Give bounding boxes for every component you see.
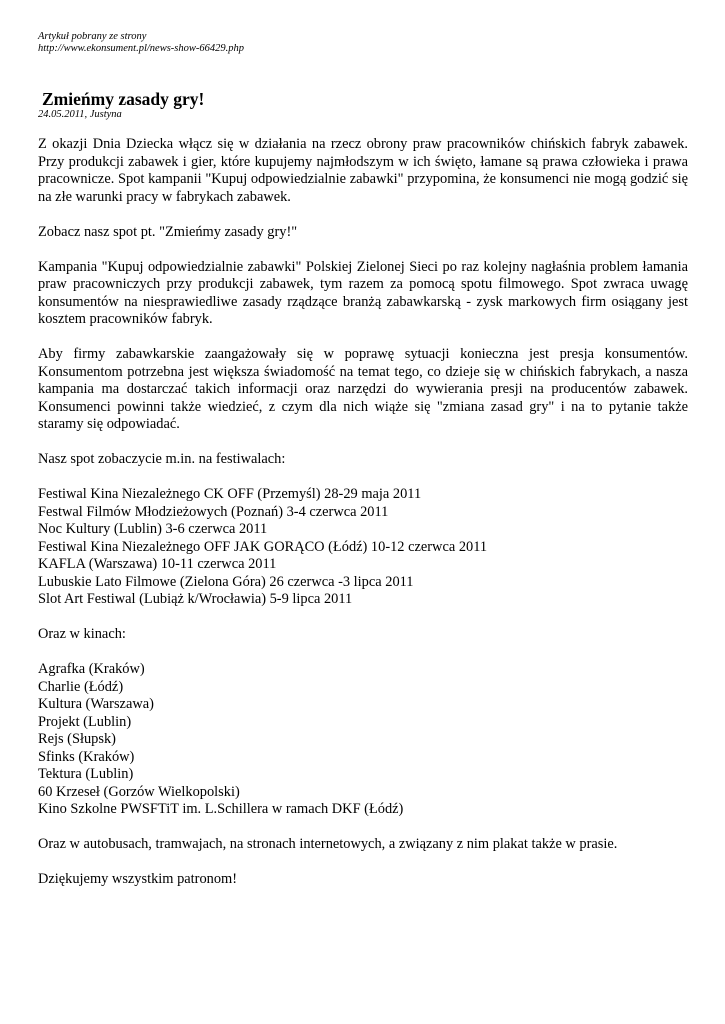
source-header — [38, 31, 688, 55]
festivals-intro: Nasz spot zobaczycie m.in. na festiwalach: — [38, 451, 286, 467]
cinema-item: Agrafka (Kraków) — [38, 661, 145, 677]
paragraph-intro: Z okazji Dnia Dziecka włącz się w działania na rzecz obrony praw pracowników chińskich fabryk zabawek. Przy produkcji zabawek i gier, które kupujemy najmłodszym w ich święto, łamane są prawa człowieka i prawa pracownicze. Spot kampanii "Kupuj odpowiedzialnie zabawki" przypomina, że konsumenci nie mogą godzić się na złe warunki pracy w fabrykach zabawek. — [38, 136, 688, 205]
article-body — [38, 136, 688, 889]
cinema-item: Rejs (Słupsk) — [38, 731, 116, 747]
cinema-item: Tektura (Lublin) — [38, 766, 134, 782]
cinema-list — [38, 661, 688, 819]
festival-item: Festiwal Kina Niezależnego CK OFF (Przemyśl) 28-29 maja 2011 — [38, 486, 422, 502]
paragraph-campaign: Kampania "Kupuj odpowiedzialnie zabawki" Polskiej Zielonej Sieci po raz kolejny nagłaśnia problem łamania praw pracowniczych przy produkcji zabawek, tym razem za pomocą spotu filmowego. Spot zwraca uwagę konsumentów na niesprawiedliwe zasady rządzące branżą zabawkarską - zysk markowych firm osiągany jest kosztem pracowników fabryk. — [38, 258, 688, 327]
cinema-item: Charlie (Łódź) — [38, 678, 124, 695]
festival-item: KAFLA (Warszawa) 10-11 czerwca 2011 — [38, 556, 277, 572]
cinema-item: 60 Krzeseł (Gorzów Wielkopolski) — [38, 783, 240, 800]
cinema-item: Projekt (Lublin) — [38, 713, 132, 730]
cinemas-intro: Oraz w kinach: — [38, 626, 126, 642]
festival-item: Festiwal Kina Niezależnego OFF JAK GORĄCO (Łódź) 10-12 czerwca 2011 — [38, 538, 488, 555]
festival-item: Lubuskie Lato Filmowe (Zielona Góra) 26 czerwca -3 lipca 2011 — [38, 573, 414, 590]
document-page — [38, 31, 688, 889]
paragraph-other-media: Oraz w autobusach, tramwajach, na stronach internetowych, a związany z nim plakat także w prasie. — [38, 836, 618, 852]
paragraph-thanks: Dziękujemy wszystkim patronom! — [38, 871, 238, 887]
cinema-item: Sfinks (Kraków) — [38, 748, 135, 765]
festival-list — [38, 486, 688, 609]
cinema-item: Kino Szkolne PWSFTiT im. L.Schillera w ramach DKF (Łódź) — [38, 801, 404, 817]
festival-item: Slot Art Festiwal (Lubiąż k/Wrocławia) 5-9 lipca 2011 — [38, 591, 353, 607]
festival-item: Festwal Filmów Młodzieżowych (Poznań) 3-4 czerwca 2011 — [38, 503, 389, 520]
paragraph-spot-link: Zobacz nasz spot pt. "Zmieńmy zasady gry!" — [38, 223, 298, 240]
paragraph-pressure: Aby firmy zabawkarskie zaangażowały się w poprawę sytuacji konieczna jest presja konsumentów. Konsumentom potrzebna jest większa świadomość na temat tego, co dzieje się w chińskich fabrykach, a nasza kampania ma dostarczać takich informacji oraz narzędzi do wywierania presji na producentów zabawek. Konsumenci powinni także wiedzieć, z czym dla nich wiąże się "zmiana zasad gry" i na to pytanie także staramy się odpowiadać. — [38, 346, 688, 432]
cinema-item: Kultura (Warszawa) — [38, 696, 154, 712]
article-dateline: 24.05.2011, Justyna — [38, 109, 122, 120]
festival-item: Noc Kultury (Lublin) 3-6 czerwca 2011 — [38, 521, 268, 537]
source-url: http://www.ekonsument.pl/news-show-66429.php — [38, 43, 245, 54]
source-label: Artykuł pobrany ze strony — [38, 31, 147, 42]
article-title: Zmieńmy zasady gry! — [42, 89, 205, 109]
